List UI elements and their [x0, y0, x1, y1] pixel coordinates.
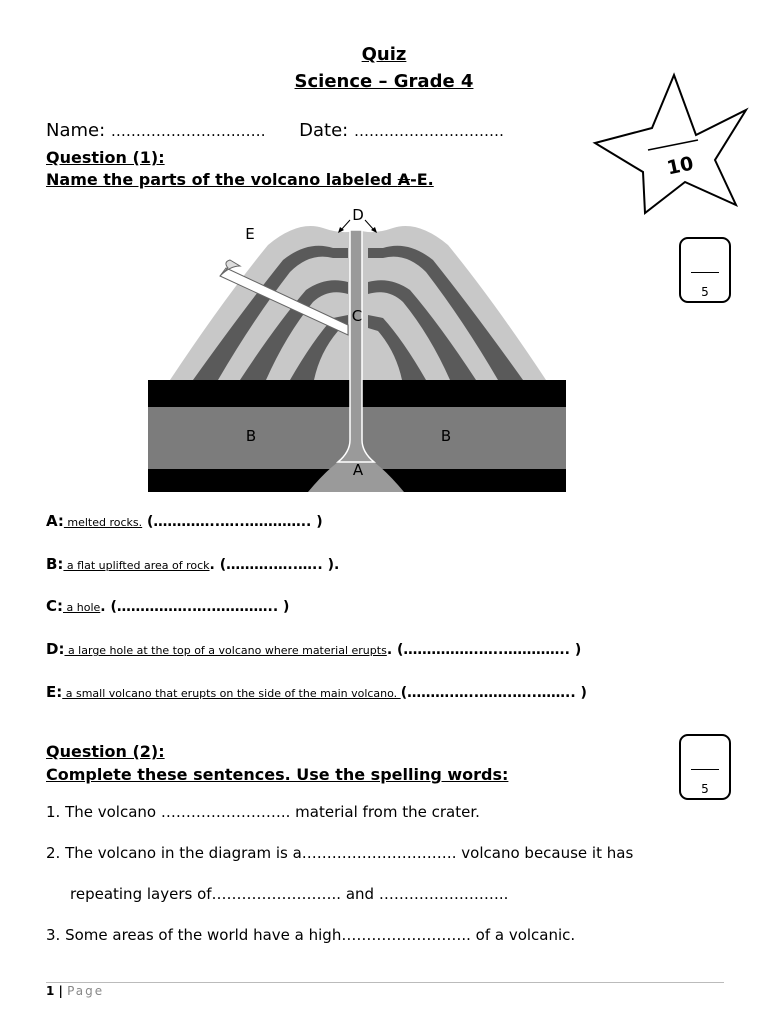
- volcano-diagram: [148, 200, 568, 495]
- page-separator: |: [54, 984, 68, 998]
- footer-divider: [46, 982, 724, 983]
- question2-score-box[interactable]: [679, 734, 731, 800]
- answer-letter: B:: [46, 555, 64, 573]
- answer-letter: D:: [46, 640, 65, 658]
- answer-hint: a flat uplifted area of rock: [63, 559, 210, 572]
- answer-blank[interactable]: (…………..…..………….. ): [142, 514, 323, 530]
- question2-instruction: Complete these sentences. Use the spelling words:: [46, 765, 509, 784]
- answer-row-c: [46, 597, 289, 615]
- answer-row-b: [46, 555, 339, 573]
- page-number: 1: [46, 984, 55, 998]
- question1-instruction-struck: A: [397, 170, 411, 189]
- page-footer: [46, 984, 104, 998]
- question1-score-box[interactable]: [679, 237, 731, 303]
- date-blank[interactable]: …………………………: [353, 122, 504, 140]
- answer-letter: A:: [46, 512, 64, 530]
- crater-arrow-right: [365, 220, 374, 230]
- question1-instruction: [46, 170, 434, 189]
- diagram-label-c: C: [351, 307, 363, 325]
- answer-row-a: [46, 512, 323, 530]
- sentence-2[interactable]: 2. The volcano in the diagram is a…………………………. volcano because it has: [46, 844, 634, 862]
- answer-row-d: [46, 640, 581, 658]
- answer-hint: melted rocks.: [63, 516, 143, 529]
- answer-hint: a large hole at the top of a volcano where material erupts: [64, 644, 387, 657]
- answer-letter: E:: [46, 683, 63, 701]
- question1-heading: Question (1):: [46, 148, 165, 167]
- answer-letter: C:: [46, 597, 64, 615]
- star-score-badge: [590, 72, 750, 222]
- question1-instruction-suffix: -E.: [410, 170, 434, 189]
- question1-score-total: 5: [701, 285, 709, 299]
- answer-blank[interactable]: . (……….…..….. ).: [209, 557, 340, 573]
- question2-score-total: 5: [701, 782, 709, 796]
- score-line: [691, 769, 719, 770]
- name-date-row: [46, 120, 504, 141]
- answer-blank[interactable]: . (…………….….………….. ): [100, 599, 290, 615]
- score-line: [691, 272, 719, 273]
- answer-row-e: [46, 683, 587, 701]
- sentence-3[interactable]: 3. Some areas of the world have a high…………………….. of a volcanic.: [46, 926, 576, 944]
- sentence-1[interactable]: 1. The volcano …………………….. material from the crater.: [46, 803, 480, 821]
- page-word: Page: [67, 984, 105, 998]
- diagram-label-d: D: [352, 206, 364, 224]
- name-label: Name:: [46, 120, 106, 141]
- diagram-label-b-right: B: [440, 427, 452, 445]
- star-score-total: 10: [664, 152, 696, 180]
- date-label: Date:: [299, 120, 349, 141]
- answer-hint: a small volcano that erupts on the side of the main volcano.: [62, 687, 401, 700]
- crater-arrow-left: [341, 220, 350, 230]
- question1-instruction-prefix: Name the parts of the volcano labeled: [46, 170, 398, 189]
- question2-heading: Question (2):: [46, 742, 165, 761]
- quiz-subtitle: Science – Grade 4: [294, 71, 474, 92]
- star-shape: [595, 75, 746, 213]
- name-blank[interactable]: …………………….……: [110, 122, 266, 140]
- quiz-title: Quiz: [361, 44, 407, 65]
- diagram-label-a: A: [352, 461, 364, 479]
- diagram-label-b-left: B: [245, 427, 257, 445]
- answer-blank[interactable]: . (…………….…..………….. ): [386, 642, 582, 658]
- sentence-2-continued[interactable]: repeating layers of…………………….. and ……………………..: [70, 885, 509, 903]
- answer-hint: a hole: [63, 601, 101, 614]
- diagram-label-e: E: [245, 225, 255, 243]
- answer-blank[interactable]: (……….…..…….…..…….. ): [400, 685, 587, 701]
